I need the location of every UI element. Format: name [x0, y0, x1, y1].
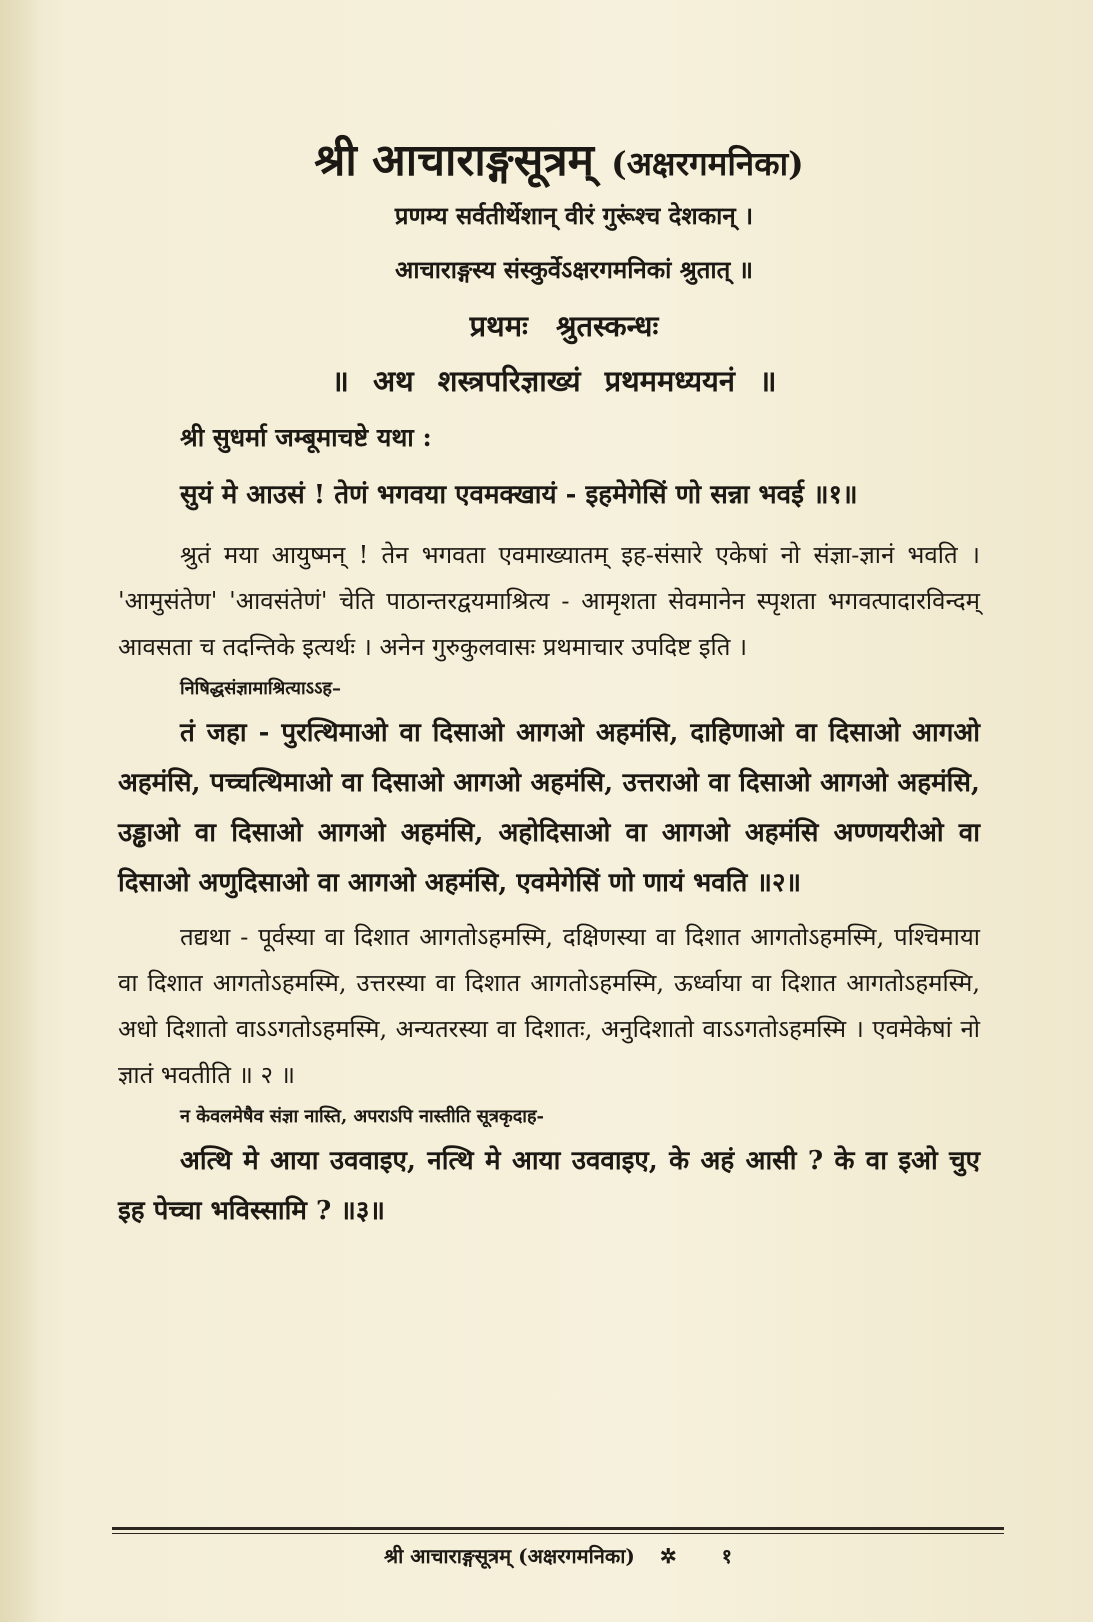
page-number: १ [721, 1544, 732, 1568]
footer-rule-thin [112, 1533, 1004, 1534]
page-content [118, 128, 980, 1236]
invocation-verse-line-1: प्रणम्य सर्वतीर्थेशान् वीरं गुरूंश्च देशकान् । [394, 201, 754, 230]
running-footer [112, 1542, 1004, 1569]
commentary-1: श्रुतं मया आयुष्मन् ! तेन भगवता एवमाख्यातम् इह-संसारे एकेषां नो संज्ञा-ज्ञानं भवति । 'आमुसंतेण' 'आवसंतेणं' चेति पाठान्तरद्वयमाश्रित्य - आमृशता सेवमानेन स्पृशता भगवत्पादारविन्दम् आवसता च तदन्तिके इत्यर्थः । अनेन गुरुकुलवासः प्रथमाचार उपदिष्ट इति । [118, 541, 980, 661]
page-heading [138, 128, 980, 188]
sutra-3: अत्थि मे आया उववाइए, नत्थि मे आया उववाइए, के अहं आसी ? के वा इओ चुए इह पेच्चा भविस्सामि ? ॥३॥ [118, 1146, 980, 1226]
sutra-2: तं जहा - पुरत्थिमाओ वा दिसाओ आगओ अहमंसि, दाहिणाओ वा दिसाओ आगओ अहमंसि, पच्चत्थिमाओ वा दिसाओ आगओ अहमंसि, उत्तराओ वा दिसाओ आगओ अहमंसि, उड्ढाओ वा दिसाओ आगओ अहमंसि, अहोदिसाओ वा आगओ अहमंसि अण्णयरीओ वा दिसाओ अणुदिसाओ वा आगओ अहमंसि, एवमेगेसिं णो णायं भवति ॥२॥ [118, 718, 980, 898]
footer-rule-thick [112, 1527, 1004, 1530]
star-ornament-icon: ✲ [659, 1544, 677, 1568]
commentary-2: तद्यथा - पूर्वस्या वा दिशात आगतोऽहमस्मि, दक्षिणस्या वा दिशात आगतोऽहमस्मि, पश्चिमाया वा दिशात आगतोऽहमस्मि, उत्तरस्या वा दिशात आगतोऽहमस्मि, ऊर्ध्वाया वा दिशात आगतोऽहमस्मि, अधो दिशातो वाऽऽगतोऽहमस्मि, अन्यतरस्या वा दिशातः, अनुदिशातो वाऽऽगतोऽहमस्मि । एवमेकेषां नो ज्ञातं भवतीति ॥ २ ॥ [118, 923, 980, 1089]
transition-note-1: निषिद्धसंज्ञामाश्रित्याऽऽह– [180, 678, 341, 699]
section-heading-skandha: प्रथमः श्रुतस्कन्धः [469, 309, 659, 343]
invocation-verse-line-2: आचाराङ्गस्य संस्कुर्वेऽक्षरगमनिकां श्रुतात् ॥ [394, 255, 754, 284]
page-spine-shadow [0, 0, 40, 1622]
chapter-heading: ॥ अथ शस्त्रपरिज्ञाख्यं प्रथममध्ययनं ॥ [331, 364, 777, 398]
footer-title: श्री आचाराङ्गसूत्रम् (अक्षरगमनिका) [383, 1544, 635, 1568]
page-title: श्री आचाराङ्गसूत्रम् [314, 135, 594, 186]
sutra-1: सुयं मे आउसं ! तेणं भगवया एवमक्खायं - इहमेगेसिं णो सन्ना भवई ॥१॥ [180, 480, 858, 510]
intro-line: श्री सुधर्मा जम्बूमाचष्टे यथा : [180, 423, 432, 452]
page-subtitle: (अक्षरगमनिका) [611, 144, 804, 183]
transition-note-2: न केवलमेषैव संज्ञा नास्ति, अपराऽपि नास्तीति सूत्रकृदाह- [180, 1106, 544, 1127]
